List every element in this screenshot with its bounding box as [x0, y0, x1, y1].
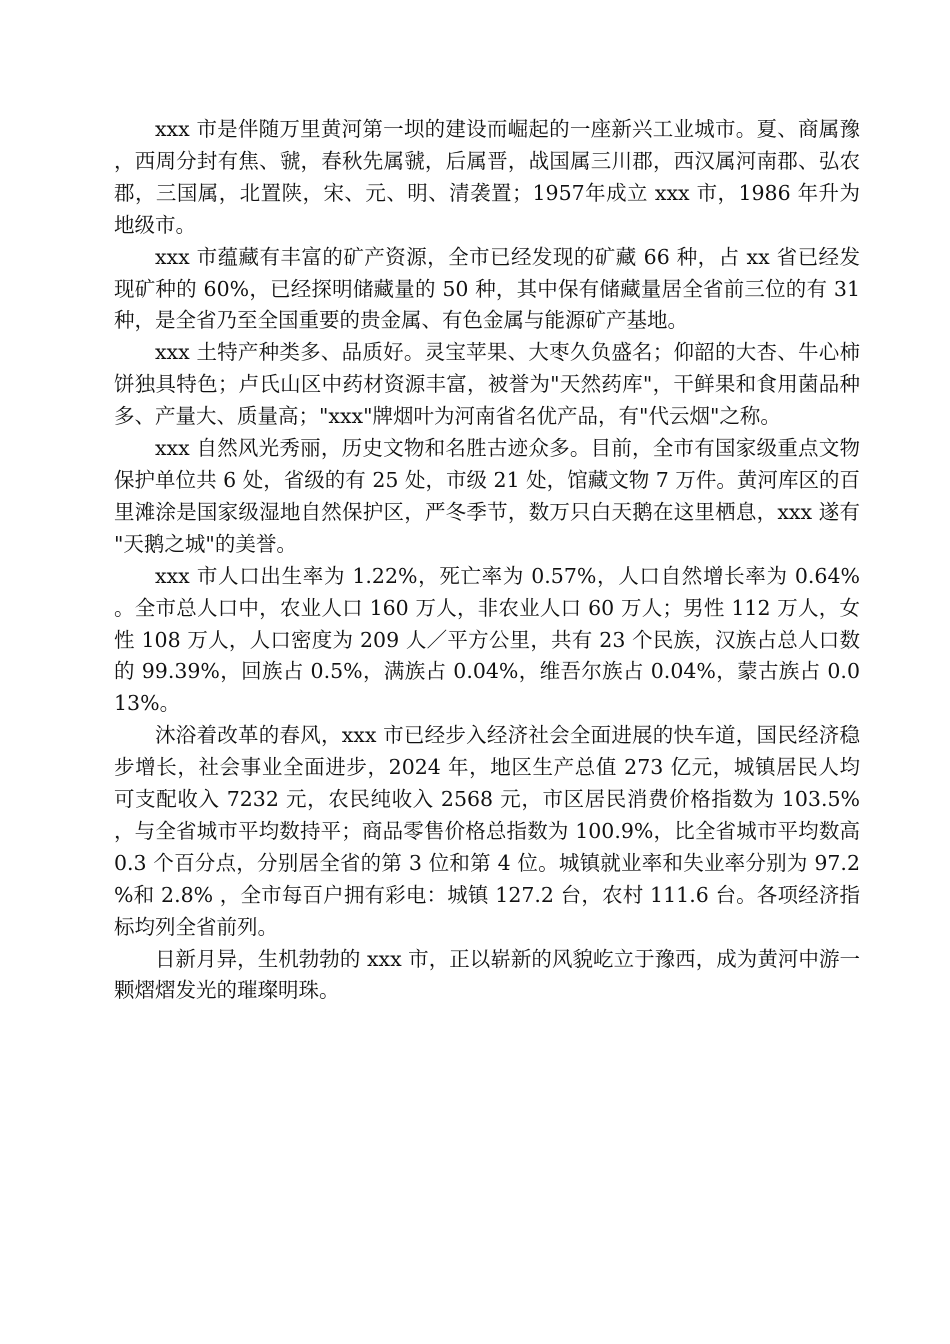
paragraph-minerals: xxx 市蕴藏有丰富的矿产资源，全市已经发现的矿藏 66 种，占 xx 省已经发现矿种的 60%，已经探明储藏量的 50 种，其中保有储藏量居全省前三位的有 31 种，是全省乃至全国重要的贵金属、有色金属与能源矿产基地。 [114, 244, 860, 333]
paragraph-history: xxx 市是伴随万里黄河第一坝的建设而崛起的一座新兴工业城市。夏、商属豫，西周分封有焦、虢，春秋先属虢，后属晋，战国属三川郡，西汉属河南郡、弘农郡，三国属，北置陕，宋、元、明、清袭置；1957年成立 xxx 市，1986 年升为地级市。 [114, 117, 860, 237]
paragraph-conclusion: 日新月异，生机勃勃的 xxx 市，正以崭新的风貌屹立于豫西，成为黄河中游一颗熠熠发光的璀璨明珠。 [114, 946, 860, 1003]
paragraph-scenery: xxx 自然风光秀丽，历史文物和名胜古迹众多。目前，全市有国家级重点文物保护单位共 6 处，省级的有 25 处，市级 21 处，馆藏文物 7 万件。黄河库区的百里滩涂是国家级湿地自然保护区，严冬季节，数万只白天鹅在这里栖息，xxx 遂有"天鹅之城"的美誉。 [114, 436, 860, 556]
paragraph-specialties: xxx 土特产种类多、品质好。灵宝苹果、大枣久负盛名；仰韶的大杏、牛心柿饼独具特色；卢氏山区中药材资源丰富，被誉为"天然药库"，干鲜果和食用菌品种多、产量大、质量高；"xxx"牌烟叶为河南省名优产品，有"代云烟"之称。 [114, 340, 860, 429]
paragraph-population: xxx 市人口出生率为 1.22%，死亡率为 0.57%，人口自然增长率为 0.64%。全市总人口中，农业人口 160 万人，非农业人口 60 万人；男性 112 万人，女性 108 万人，人口密度为 209 人／平方公里，共有 23 个民族，汉族占总人口数的 99.39%，回族占 0.5%，满族占 0.04%，维吾尔族占 0.04%，蒙古族占 0.013%。 [114, 563, 860, 716]
paragraph-economy: 沐浴着改革的春风，xxx 市已经步入经济社会全面进展的快车道，国民经济稳步增长，社会事业全面进步，2024 年，地区生产总值 273 亿元，城镇居民人均可支配收入 7232 元，农民纯收入 2568 元，市区居民消费价格指数为 103.5%，与全省城市平均数持平；商品零售价格总指数为 100.9%，比全省城市平均数高 0.3 个百分点，分别居全省的第 3 位和第 4 位。城镇就业率和失业率分别为 97.2%和 2.8% ，全市每百户拥有彩电：城镇 127.2 台，农村 111.6 台。各项经济指标均列全省前列。 [114, 723, 860, 939]
document-body [114, 114, 860, 1007]
